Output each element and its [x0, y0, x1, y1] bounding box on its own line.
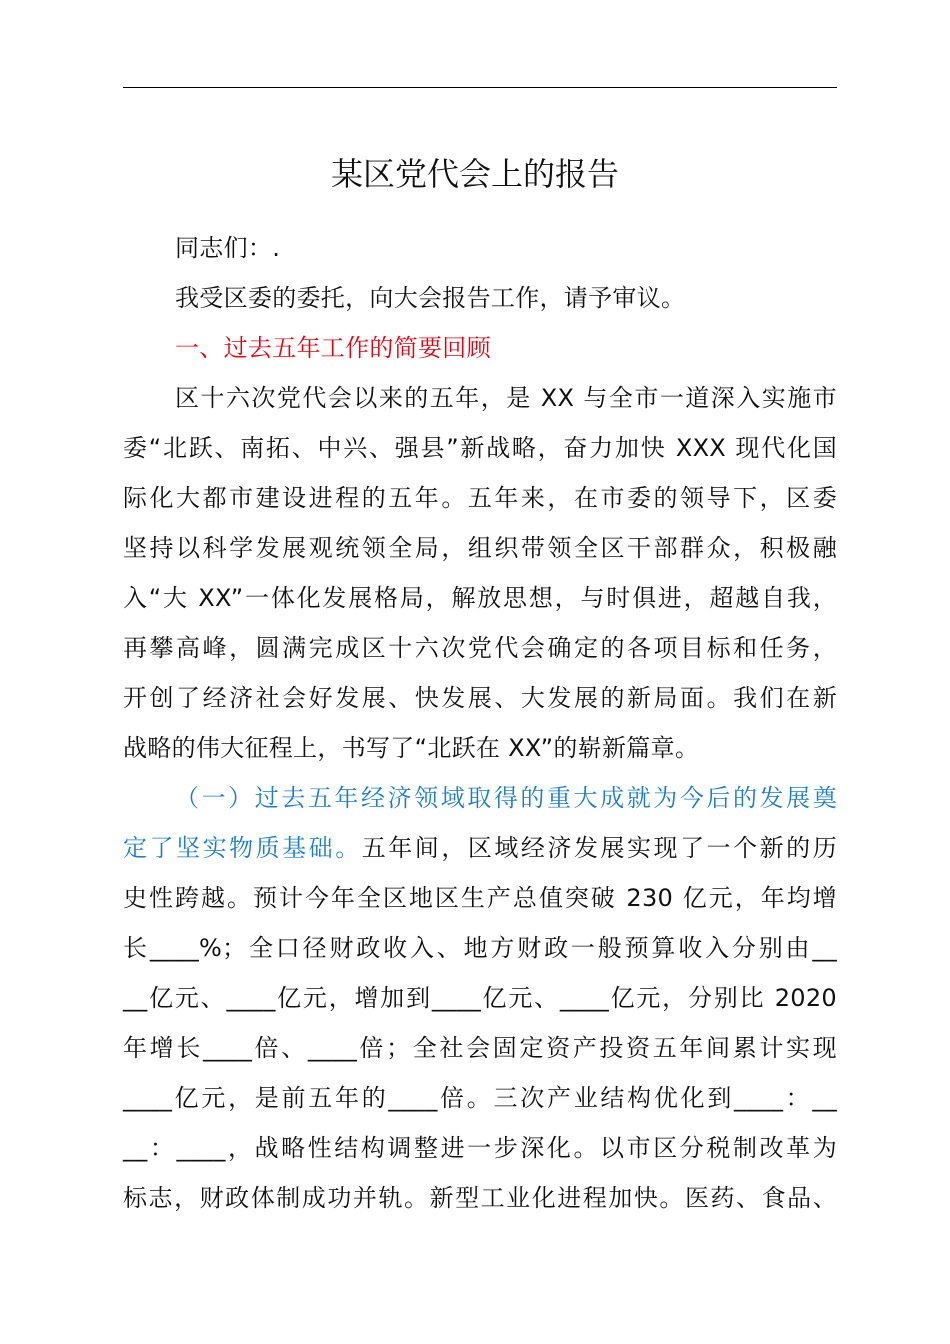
paragraph-line: __亿元、____亿元，增加到____亿元、____亿元，分别比 2020 — [123, 984, 837, 1012]
opening-sentence: 我受区委的委托，向大会报告工作，请予审议。 — [175, 284, 686, 312]
paragraph-line: 标志，财政体制成功并轨。新型工业化进程加快。医药、食品、 — [123, 1184, 837, 1212]
document-title: 某区党代会上的报告 — [330, 155, 619, 193]
paragraph-line: 年增长____倍、____倍；全社会固定资产投资五年间累计实现 — [123, 1034, 837, 1062]
paragraph-line: ____亿元，是前五年的____倍。三次产业结构优化到____：__ — [123, 1084, 837, 1112]
paragraph-line: 长____%；全口径财政收入、地方财政一般预算收入分别由__ — [123, 934, 837, 962]
paragraph-text: 五年间，区域经济发展实现了一个新的历 — [361, 834, 837, 862]
paragraph-line: 开创了经济社会好发展、快发展、大发展的新局面。我们在新 — [123, 684, 837, 712]
subheading-line: （一）过去五年经济领域取得的重大成就为今后的发展奠 — [175, 784, 837, 812]
subheading-tail: 定了坚实物质基础。 — [123, 834, 362, 862]
paragraph-line: 坚持以科学发展观统领全局，组织带领全区干部群众，积极融 — [123, 534, 837, 562]
paragraph-line: 史性跨越。预计今年全区地区生产总值突破 230 亿元，年均增 — [123, 884, 837, 912]
paragraph-line: 再攀高峰，圆满完成区十六次党代会确定的各项目标和任务， — [123, 634, 837, 662]
header-rule — [123, 87, 837, 88]
subheading-continuation — [123, 832, 837, 864]
salutation: 同志们：. — [175, 234, 281, 262]
paragraph-line: 际化大都市建设进程的五年。五年来，在市委的领导下，区委 — [123, 484, 837, 512]
paragraph-line: 入“大 XX”一体化发展格局，解放思想，与时俱进，超越自我， — [123, 584, 837, 612]
paragraph-line: 委“北跃、南拓、中兴、强县”新战略，奋力加快 XXX 现代化国 — [123, 434, 837, 462]
paragraph-line: 战略的伟大征程上，书写了“北跃在 XX”的崭新篇章。 — [123, 734, 700, 762]
paragraph-line: 区十六次党代会以来的五年，是 XX 与全市一道深入实施市 — [175, 384, 837, 412]
paragraph-line: __：____，战略性结构调整进一步深化。以市区分税制改革为 — [123, 1134, 837, 1162]
section-heading: 一、过去五年工作的简要回顾 — [175, 334, 491, 362]
